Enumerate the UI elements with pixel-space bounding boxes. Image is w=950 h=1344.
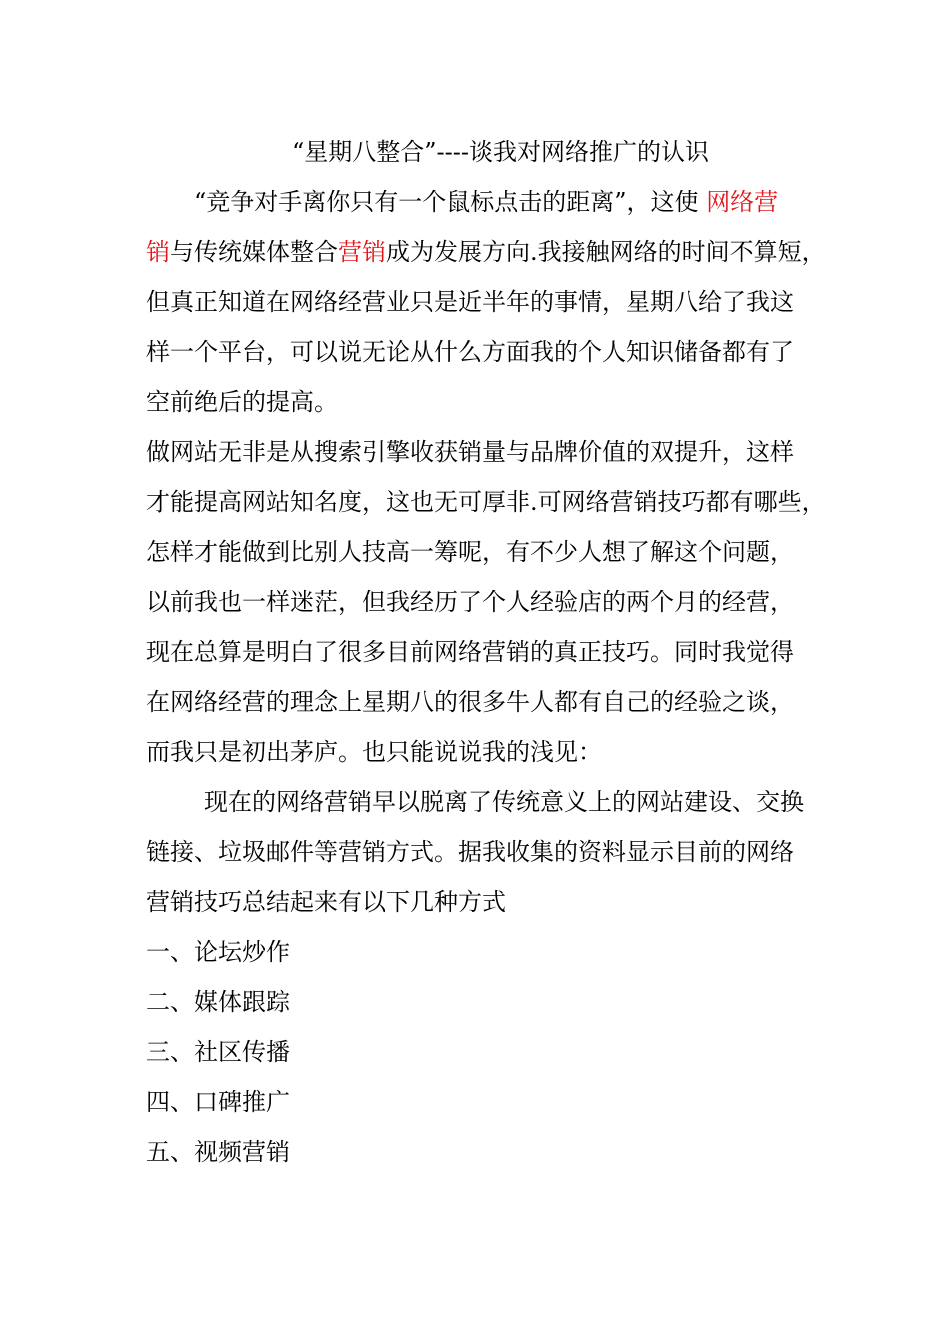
para1-line3: 但真正知道在网络经营业只是近半年的事情，星期八给了我这 bbox=[146, 288, 794, 316]
document-title: “星期八整合”----谈我对网络推广的认识 bbox=[292, 138, 709, 166]
list-item: 一、论坛炒作 bbox=[146, 938, 290, 966]
para2-line5: 现在总算是明白了很多目前网络营销的真正技巧。同时我觉得 bbox=[146, 638, 794, 666]
highlight-term: 营销 bbox=[338, 238, 386, 266]
list-item: 三、社区传播 bbox=[146, 1038, 290, 1066]
para2-line1: 做网站无非是从搜索引擎收获销量与品牌价值的双提升，这样 bbox=[146, 438, 794, 466]
para2-line4: 以前我也一样迷茫，但我经历了个人经验店的两个月的经营， bbox=[146, 588, 794, 616]
para3-line1: 现在的网络营销早以脱离了传统意义上的网站建设、交换 bbox=[204, 788, 804, 816]
highlight-term: 网络营 bbox=[706, 188, 779, 216]
para1-line1-text: “竞争对手离你只有一个鼠标点击的距离”，这使 bbox=[194, 188, 699, 216]
list-item: 四、口碑推广 bbox=[146, 1088, 290, 1116]
para3-line3: 营销技巧总结起来有以下几种方式 bbox=[146, 888, 506, 916]
para1-line5: 空前绝后的提高。 bbox=[146, 388, 338, 416]
para3-line2: 链接、垃圾邮件等营销方式。据我收集的资料显示目前的网络 bbox=[146, 838, 794, 866]
para2-line7: 而我只是初出茅庐。也只能说说我的浅见： bbox=[146, 738, 602, 766]
para1-line1 bbox=[194, 182, 778, 222]
highlight-term: 销 bbox=[146, 238, 170, 266]
para2-line2: 才能提高网站知名度，这也无可厚非.可网络营销技巧都有哪些， bbox=[146, 488, 826, 516]
para1-line2 bbox=[146, 232, 826, 272]
list-item: 二、媒体跟踪 bbox=[146, 988, 290, 1016]
para1-line4: 样一个平台，可以说无论从什么方面我的个人知识储备都有了 bbox=[146, 338, 794, 366]
para1-line2-text: 成为发展方向.我接触网络的时间不算短， bbox=[386, 238, 826, 266]
para1-line2-text: 与传统媒体整合 bbox=[170, 238, 338, 266]
list-item: 五、视频营销 bbox=[146, 1138, 290, 1166]
para2-line3: 怎样才能做到比别人技高一筹呢，有不少人想了解这个问题， bbox=[146, 538, 794, 566]
para2-line6: 在网络经营的理念上星期八的很多牛人都有自己的经验之谈， bbox=[146, 688, 794, 716]
